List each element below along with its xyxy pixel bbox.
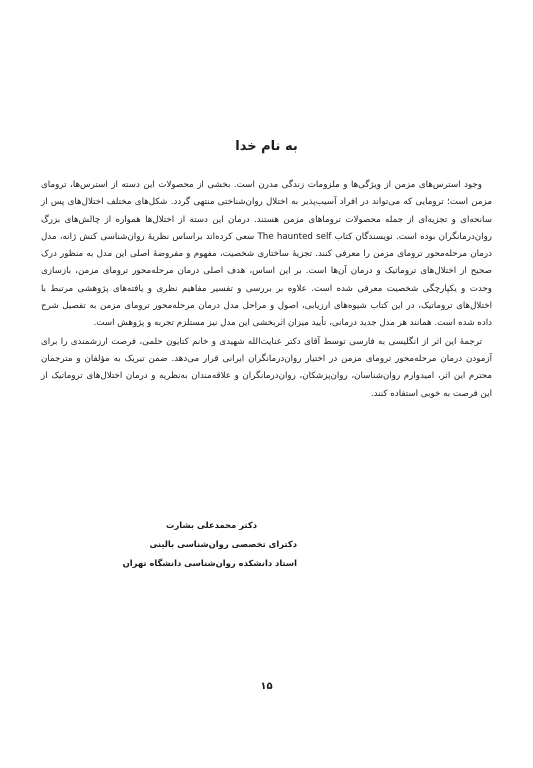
signature-affiliation: استاد دانشکده روان‌شناسی دانشگاه تهران — [122, 558, 297, 568]
signature-name: دکتر محمدعلی بشارت — [166, 520, 257, 530]
paragraph-2: ترجمهٔ این اثر از انگلیسی به فارسی توسط آقای دکتر عنایت‌الله شهیدی و خانم کتایون حلمی، فرصت ارزشمندی را برای آزمودن درمان مرحله‌محور ترومای مزمن در اختیار روان‌درمانگران ایرانی قرار می‌دهد. ضمن تبریک به مؤلفان و مترجمان محترم این اثر، امیدوارم روان‌شناسان، روان‌پزشکان، روان‌درمانگران و علاقه‌مندان به‌نظریه و درمان اختلال‌های تروماتیک از این فرصت به خوبی استفاده کنند. — [41, 336, 492, 399]
paragraph-1: وجود استرس‌های مزمن از ویژگی‌ها و ملزومات زندگی مدرن است. بخشی از محصولات این دسته از استرس‌ها، ترومای مزمن است؛ ترومایی که می‌تواند در افراد آسیب‌پذیر به اختلال روان‌شناختی منتهی گردد. شکل‌های مختلف اختلال‌های پس از سانحه‌ای و تجزیه‌ای از جمله محصولات تروماهای مزمن هستند. درمان این دسته از اختلال‌ها همواره از چالش‌های بزرگ روان‌درمانگران بوده است. نویسندگان کتاب The haunted self سعی کرده‌اند براساس نظریهٔ روان‌شناسی کنش ژانه، مدل درمان مرحله‌محور ترومای مزمن را معرفی کنند. تجزیهٔ ساختاری شخصیت، مفهوم و مفروضهٔ اصلی این مدل به منظور درک صحیح از اختلال‌های تروماتیک و درمان آن‌ها است. بر این اساس، هدف اصلی درمان مرحله‌محور ترومای مزمن، بازسازی وحدت و یکپارچگی شخصیت معرفی شده است. علاوه بر بررسی و تفسیر مفاهیم نظری و یافته‌های پژوهشی مرتبط با اختلال‌های تروماتیک، در این کتاب شیوه‌های ارزیابی، اصول و مراحل مدل درمان مرحله‌محور ترومای مزمن به تفصیل شرح داده شده است. همانند هر مدل جدید درمانی، تأیید میزان اثربخشی این مدل نیز مستلزم تجربه و پژوهش است. — [41, 180, 492, 329]
page-title: به نام خدا — [235, 139, 298, 154]
signature-title: دکترای تخصصی روان‌شناسی بالینی — [149, 539, 297, 549]
signature-block — [123, 516, 297, 573]
page-number: ۱۵ — [260, 681, 273, 692]
foreword-body — [41, 177, 492, 403]
